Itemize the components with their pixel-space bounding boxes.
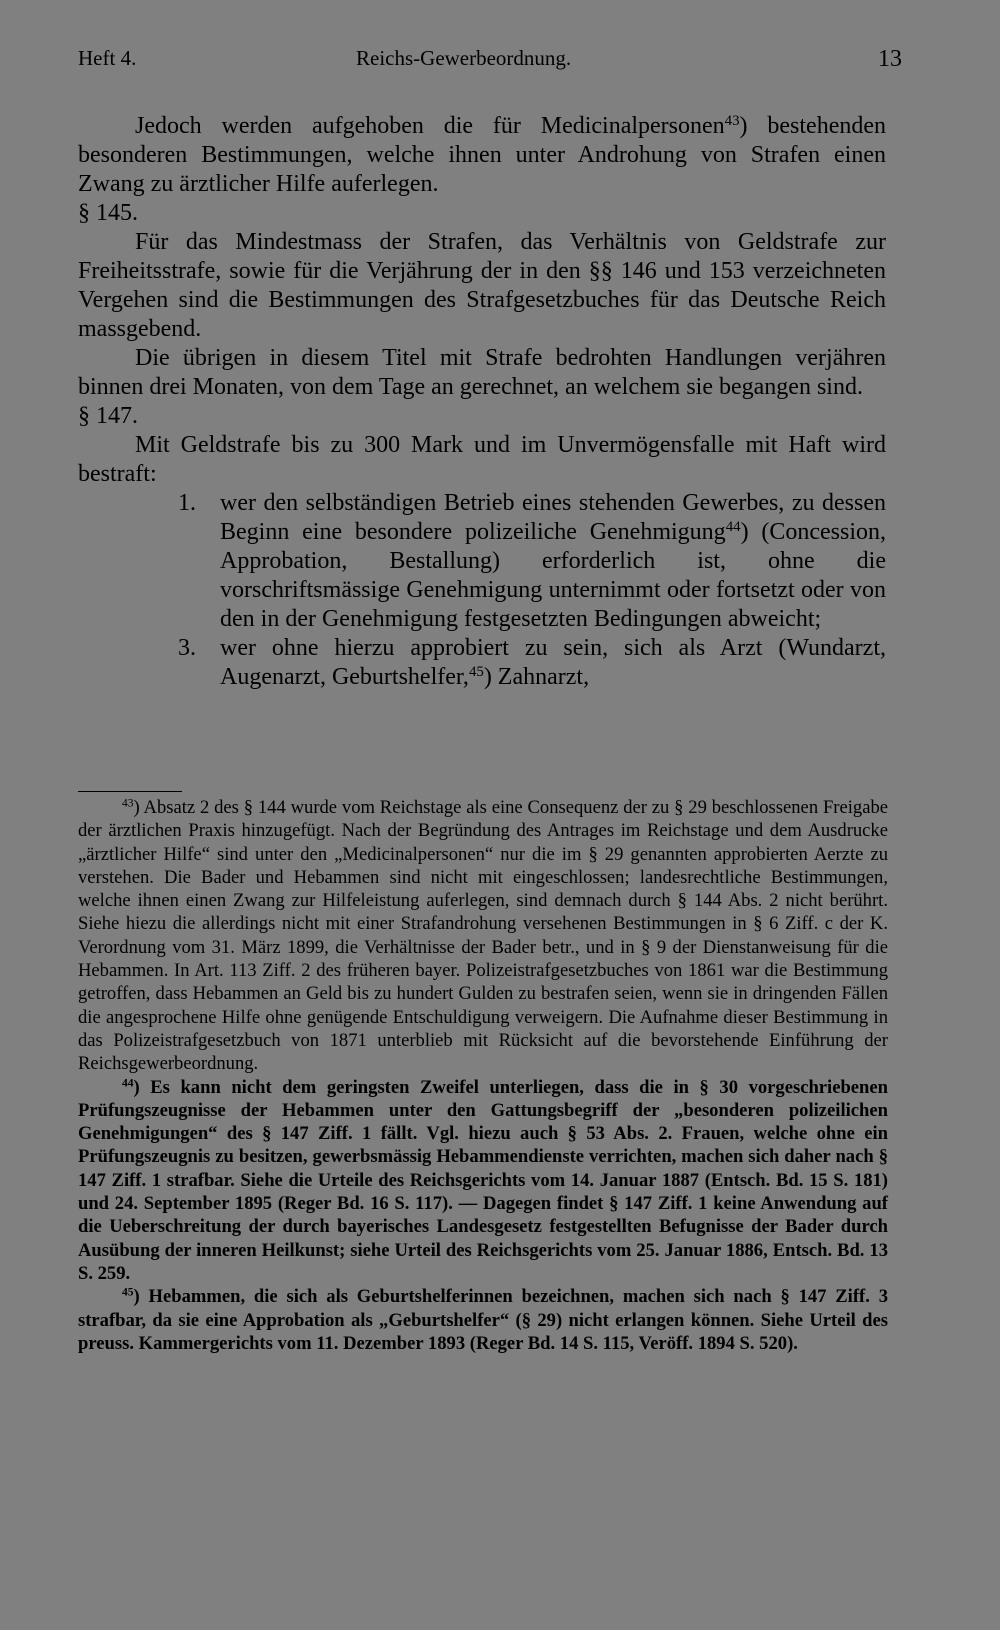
footnote-text: ) Hebammen, die sich als Geburtshelferinnen bezeichnen, machen sich nach § 147 Ziff. 3 strafbar, da sie eine Approbation als „Geburtshelfer“ (§ 29) nicht erlangen können. Siehe Urteil des preuss. Kammergerichts vom 11. Dezember 1893 (Reger Bd. 14 S. 115, Veröff. 1894 S. 520).: [78, 1286, 888, 1354]
list-number: 1.: [178, 490, 196, 516]
footnote-ref-44: 44: [725, 518, 741, 535]
list-item-1: [78, 489, 886, 634]
list-item-3: [78, 634, 886, 692]
text-span: ) bestehenden besonderen Bestimmungen, welche ihnen unter Androhung von Strafen einen Zwang zu ärztlicher Hilfe auferlegen.: [78, 113, 886, 197]
footnote-ref-43: 43: [724, 112, 740, 129]
list-number: 3.: [178, 635, 196, 661]
paragraph-144-addendum: [78, 112, 886, 199]
text-span: Jedoch werden aufgehoben die für Medicinalpersonen: [135, 113, 725, 139]
text-span: ) Zahnarzt,: [483, 664, 590, 690]
footnote-43: [78, 796, 888, 1076]
footnote-divider: [78, 791, 182, 792]
section-heading-147: § 147.: [78, 403, 138, 429]
footnote-marker: 45: [122, 1286, 134, 1299]
text-span: ) (Concession, Approbation, Bestallung) erforderlich ist, ohne die vorschriftsmässige Genehmigung unternimmt oder fortsetzt oder von den in der Genehmigung festgesetzten Bedingungen abweicht;: [220, 519, 886, 632]
paragraph-145-1: Für das Mindestmass der Strafen, das Verhältnis von Geldstrafe zur Freiheitsstrafe, sowie für die Verjährung der in den §§ 146 und 153 verzeichneten Vergehen sind die Bestimmungen des Strafgesetzbuches für das Deutsche Reich massgebend.: [78, 229, 886, 342]
page-header: [78, 46, 902, 76]
text-span: wer den selbständigen Betrieb eines stehenden Gewerbes, zu dessen Beginn eine besondere polizeiliche Genehmigung: [220, 490, 886, 545]
section-heading-145: § 145.: [78, 200, 138, 226]
footnote-text: ) Absatz 2 des § 144 wurde vom Reichstage als eine Consequenz der zu § 29 beschlossenen Freigabe der ärztlichen Praxis hinzugefügt. Nach der Begründung des Antrages im Reichstage und dem Ausdrucke „ärztlicher Hilfe“ sind unter den „Medicinalpersonen“ nur die im § 29 genannten approbierten Aerzte zu verstehen. Die Bader und Hebammen sind nicht mit eingeschlossen; landesrechtliche Bestimmungen, welche ihnen einen Zwang zur Hilfeleistung auferlegen, sind demnach durch § 144 Abs. 2 nicht berührt. Siehe hiezu die allerdings nicht mit einer Strafandrohung versehenen Bestimmungen in § 6 Ziff. c der K. Verordnung vom 31. März 1899, die Verhältnisse der Bader betr., und in § 9 der Dienstanweisung für die Hebammen. In Art. 113 Ziff. 2 des früheren bayer. Polizeistrafgesetzbuches von 1861 war die Bestimmung getroffen, dass Hebammen an Geld bis zu hundert Gulden zu bestrafen seien, wenn sie in dringenden Fällen die angesprochene Hilfe ohne genügende Entschuldigung verweigern. Die Aufnahme dieser Bestimmung in das Polizeistrafgesetzbuch von 1871 unterblieb mit Rücksicht auf die bevorstehende Einführung der Reichsgewerbeordnung.: [78, 797, 888, 1075]
footnotes: [78, 796, 888, 1355]
text-span: wer ohne hierzu approbiert zu sein, sich als Arzt (Wundarzt, Augenarzt, Geburtshelfer,: [220, 635, 886, 690]
page-number: 13: [878, 46, 902, 72]
footnote-ref-45: 45: [468, 663, 484, 680]
main-text: [78, 112, 886, 692]
footnote-45: [78, 1285, 888, 1355]
issue-number: Heft 4.: [78, 46, 137, 70]
footnote-marker: 44: [122, 1077, 134, 1090]
footnote-text: ) Es kann nicht dem geringsten Zweifel unterliegen, dass die in § 30 vorgeschriebenen Prüfungszeugnisse der Hebammen unter den Gattungsbegriff der „besonderen polizeilichen Genehmigungen“ des § 147 Ziff. 1 fällt. Vgl. hiezu auch § 53 Abs. 2. Frauen, welche ohne ein Prüfungszeugnis zu besitzen, gewerbsmässig Hebammendienste verrichten, machen sich daher nach § 147 Ziff. 1 strafbar. Siehe die Urteile des Reichsgerichts vom 14. Januar 1887 (Entsch. Bd. 15 S. 181) und 24. September 1895 (Reger Bd. 16 S. 117). — Dagegen findet § 147 Ziff. 1 keine Anwendung auf die Ueberschreitung der durch bayerisches Landesgesetz festgestellten Befugnisse der Bader durch Ausübung der inneren Heilkunst; siehe Urteil des Reichsgerichts vom 25. Januar 1886, Entsch. Bd. 13 S. 259.: [78, 1076, 888, 1284]
footnote-marker: 43: [122, 797, 134, 810]
footnote-44: [78, 1076, 888, 1286]
paragraph-145-2: Die übrigen in diesem Titel mit Strafe bedrohten Handlungen verjähren binnen drei Monaten, von dem Tage an gerechnet, an welchem sie begangen sind.: [78, 345, 886, 400]
paragraph-147-intro: Mit Geldstrafe bis zu 300 Mark und im Unvermögensfalle mit Haft wird bestraft:: [78, 432, 886, 487]
running-title: Reichs-Gewerbeordnung.: [356, 46, 572, 70]
